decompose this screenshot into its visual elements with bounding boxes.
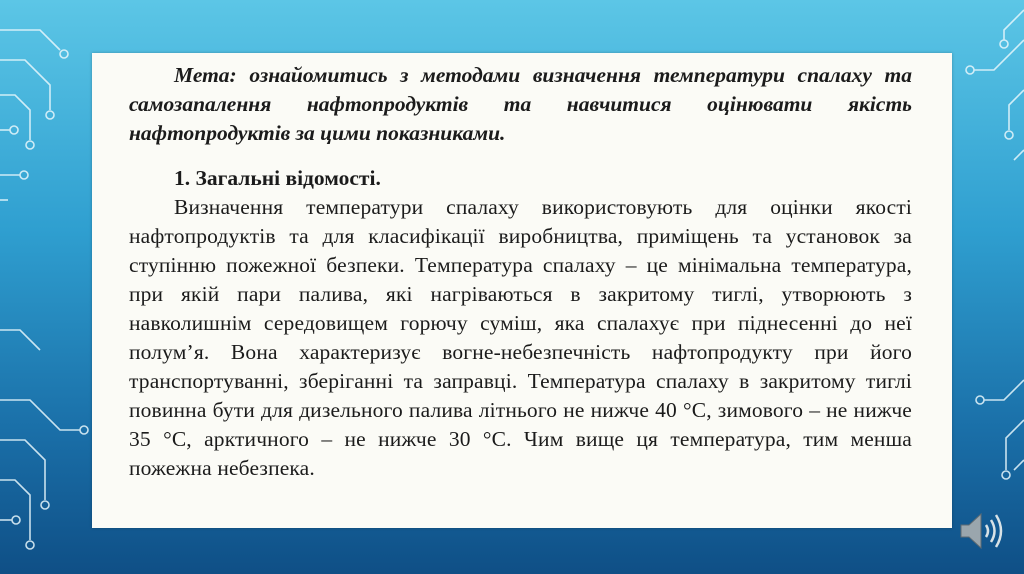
section-title: 1. Загальні відомості. <box>174 166 381 190</box>
document-page <box>92 53 952 528</box>
circuit-decoration-left <box>0 0 90 574</box>
speaker-icon[interactable] <box>955 505 1007 557</box>
body-paragraph: Визначення температури спалаху використовують для оцінки якості нафтопродуктів та для класифікації виробництва, приміщень та установок за ступінню пожежної безпеки. Температура спалаху – це мінімальна температура, при якій пари палива, які нагріваються в закритому тиглі, утворюють з навколишнім середовищем горючу суміш, яка спалахує при піднесенні до неї полум’я. Вона характеризує вогне-небезпечність нафтопродукту при його транспортуванні, зберіганні та заправці. Температура спалаху в закритому тиглі повинна бути для дизельного палива літнього не нижче 40 °С, зимового – не нижче 35 °С, арктичного – не нижче 30 °С. Чим вище ця температура, тим менша пожежна небезпека. <box>129 195 912 480</box>
document-text <box>129 61 912 483</box>
goal-text: ознайомитись з методами визначення температури спалаху та самозапалення нафтопродуктів та навчитися оцінювати якість нафтопродуктів за цими показниками. <box>129 63 912 145</box>
goal-paragraph <box>129 61 912 148</box>
goal-label: Мета: <box>174 63 237 87</box>
